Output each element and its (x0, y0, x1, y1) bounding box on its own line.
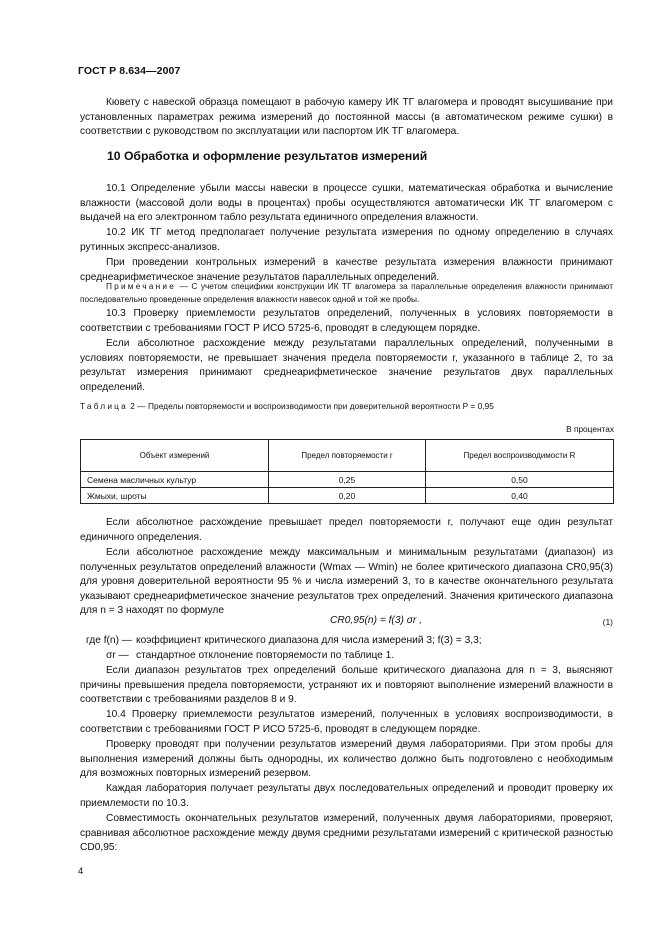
table-cell: 0,20 (269, 488, 426, 504)
note (80, 280, 613, 305)
paragraph-check: Проверку проводят при получении результатов измерений двумя лабораториями. При этом пробы для выполнения измерений должны быть однородны, их количество должно быть подготовлено с необходимым для возможных повторных измерений резервом. (80, 739, 613, 780)
legend-line-1 (86, 633, 482, 648)
table-row (81, 472, 614, 488)
table-header-cell: Предел повторяемости r (269, 440, 426, 472)
paragraph-abs-1: Если абсолютное расхождение между результатами параллельных определений, полученными в условиях повторяемости, не превышает значения предела повторяемости r, указанного в таблице 2, то за результат измерения принимают среднеарифметическое значение результатов двух параллельных определений. (80, 338, 613, 393)
table-cell: 0,40 (425, 488, 613, 504)
table-caption-text: 2 — Пределы повторяемости и воспроизводимости при доверительной вероятности P = 0,95 (127, 401, 494, 411)
table-cell: Жмыхи, шроты (81, 488, 269, 504)
table-cell: 0,25 (269, 472, 426, 488)
paragraph-range: Если абсолютное расхождение между максимальным и минимальным результатами (диапазон) из полученных результатов определений влажности (Wmax — Wmin) не более критического диапазона CR0,95(3) для уровня доверительной вероятности 95 % и числа измерений 3, то в качестве окончательного результата указывают среднеарифметическое значение результатов трех определений. Значения критического диапазона для n = 3 находят по формуле (80, 547, 613, 617)
formula: CR0,95(n) = f(3) σr , (330, 615, 422, 626)
table-header-cell: Предел воспроизводимости R (425, 440, 613, 472)
paragraph-each: Каждая лаборатория получает результаты двух последовательных определений и проводит проверку их приемлемости по 10.3. (80, 783, 613, 809)
paragraph-10-3: 10.3 Проверку приемлемости результатов определений, полученных в условиях повторяемости в соответствии с требованиями ГОСТ Р ИСО 5725-6, проводят в следующем порядке. (80, 308, 613, 334)
formula-number: (1) (602, 617, 613, 627)
section-title: 10 Обработка и оформление результатов измерений (107, 149, 428, 163)
table-row (81, 488, 614, 504)
table-header-cell: Объект измерений (81, 440, 269, 472)
note-text: — С учетом специфики конструкции ИК ТГ влагомера за параллельные определения влажности принимают последовательно проведенные определения влажности навесок одной и той же пробы. (80, 281, 613, 304)
table-cell: 0,50 (425, 472, 613, 488)
paragraph-10-4: 10.4 Проверку приемлемости результатов измерений, полученных в условиях воспроизводимости, в соответствии с требованиями ГОСТ Р ИСО 5725-6, проводят в следующем порядке. (80, 709, 613, 735)
document-header: ГОСТ Р 8.634—2007 (78, 65, 181, 77)
legend-line-2 (86, 648, 482, 663)
table-caption-label: Таблица (80, 401, 128, 411)
paragraph-abs-2: Если абсолютное расхождение превышает предел повторяемости r, получают еще один результат единичного определения. (80, 517, 613, 543)
legend-text: стандартное отклонение повторяемости по таблице 1. (136, 650, 395, 661)
table-header-row (81, 440, 614, 472)
paragraph-compat: Совместимость окончательных результатов измерений, полученных двумя лабораториями, проверяют, сравнивая абсолютное расхождение между двумя средними результатами измерений с критической разностью CD0,95: (80, 813, 613, 854)
paragraph-range-2: Если диапазон результатов трех определений больше критического диапазона для n = 3, выясняют причины превышения предела повторяемости, устраняют их и повторяют выполнение измерений влажности в соответствии с требованиями разделов 8 и 9. (80, 665, 613, 706)
page-number: 4 (78, 866, 84, 877)
intro-paragraph: Кювету с навеской образца помещают в рабочую камеру ИК ТГ влагомера и проводят высушивание при установленных параметрах режима измерений до постоянной массы (в автоматическом режиме сушки) в соответствии с руководством по эксплуатации или паспортом ИК ТГ влагомера. (80, 97, 613, 138)
table-cell: Семена масличных культур (81, 472, 269, 488)
formula-legend (86, 633, 482, 663)
paragraph-control: При проведении контрольных измерений в качестве результата измерения влажности принимают среднеарифметическое значение результатов параллельных определений. (80, 257, 613, 283)
legend-label: где f(n) — (86, 635, 132, 646)
paragraph-10-2: 10.2 ИК ТГ метод предполагает получение результата измерения по одному определению в случаях рутинных экспресс-анализов. (80, 227, 613, 253)
table-caption (80, 401, 494, 411)
legend-text: коэффициент критического диапазона для числа измерений 3; f(3) = 3,3; (136, 635, 482, 646)
table-unit: В процентах (566, 424, 614, 434)
legend-label: σr — (106, 650, 129, 661)
paragraph-10-1: 10.1 Определение убыли массы навески в процессе сушки, математическая обработка и вычисление влажности (массовой доли воды в процентах) пробы осуществляются автоматически ИК ТГ влагомером с выдачей на его электронном табло результата единичного определения влажности. (80, 183, 613, 224)
note-label: Примечание (106, 281, 177, 291)
limits-table (80, 439, 614, 504)
